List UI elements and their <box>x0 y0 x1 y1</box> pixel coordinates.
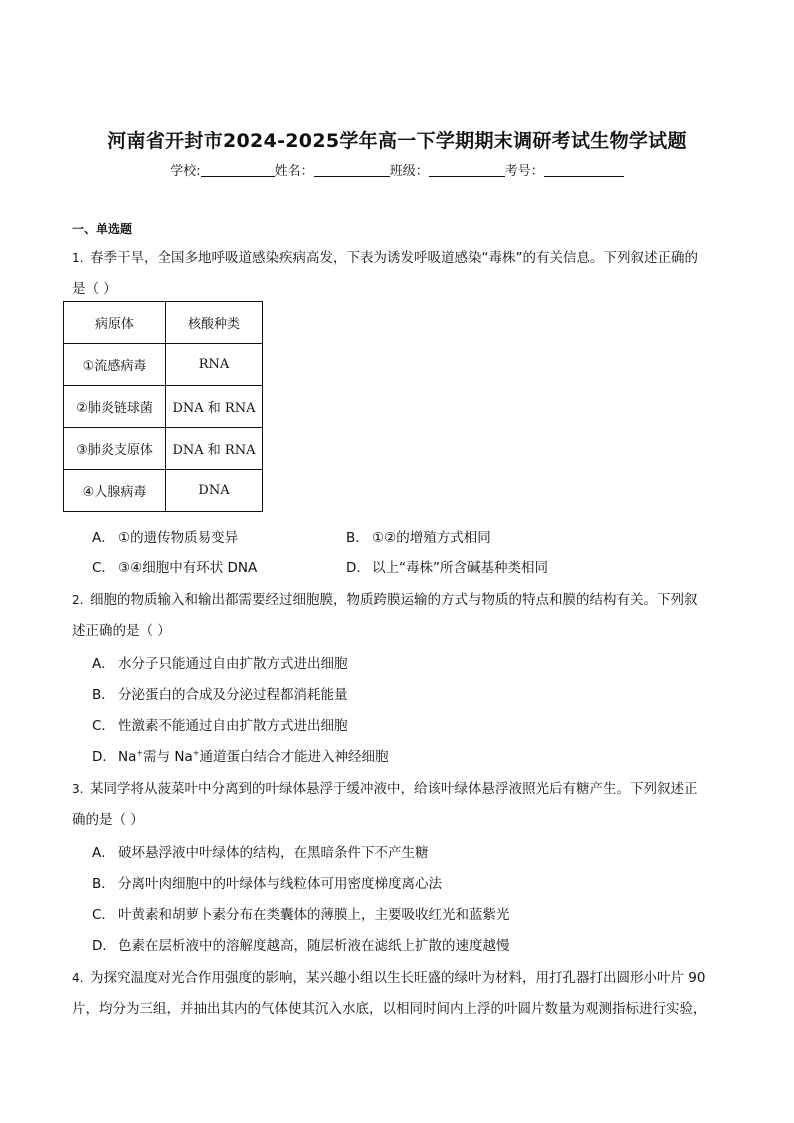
q1-option-b: B． ①②的增殖方式相同 <box>346 530 491 546</box>
student-info-line <box>0 160 794 179</box>
q1-option-d: D． 以上“毒株”所含碱基种类相同 <box>346 560 548 576</box>
table-row <box>64 470 263 512</box>
q3-option-d: D． 色素在层析液中的溶解度越高，随层析液在滤纸上扩散的速度越慢 <box>92 938 510 954</box>
table-cell: RNA <box>166 344 263 386</box>
table-cell: ④人腺病毒 <box>64 470 166 512</box>
school-label: 学校: <box>170 164 201 179</box>
q3-stem-2: 确的是（ ） <box>72 812 144 828</box>
q1-line1 <box>72 246 698 266</box>
section-title: 一、单选题 <box>72 222 133 236</box>
q1-number: 1. <box>72 251 84 265</box>
table-header-row <box>64 302 263 344</box>
class-blank <box>429 163 505 177</box>
q1-option-c: C． ③④细胞中有环状 DNA <box>92 560 258 576</box>
q2-option-c: C． 性激素不能通过自由扩散方式进出细胞 <box>92 718 348 734</box>
q1-stem-2: 是（ ） <box>72 281 117 297</box>
name-blank <box>314 163 390 177</box>
q1-stem-1: 春季干旱，全国多地呼吸道感染疾病高发，下表为诱发呼吸道感染“毒株”的有关信息。下列叙述正确的 <box>90 250 698 266</box>
id-blank <box>544 163 624 177</box>
q2-stem-2: 述正确的是（ ） <box>72 623 171 639</box>
q3-option-c: C． 叶黄素和胡萝卜素分布在类囊体的薄膜上，主要吸收红光和蓝紫光 <box>92 907 510 923</box>
q2-line1 <box>72 588 698 608</box>
q4-line1 <box>72 966 705 986</box>
table-header-cell: 核酸种类 <box>166 302 263 344</box>
q2-stem-1: 细胞的物质输入和输出都需要经过细胞膜，物质跨膜运输的方式与物质的特点和膜的结构有关。下列叙 <box>90 592 698 608</box>
pathogen-table <box>63 301 263 512</box>
table-cell: ③肺炎支原体 <box>64 428 166 470</box>
page-title: 河南省开封市2024-2025学年高一下学期期末调研考试生物学试题 <box>107 130 687 152</box>
table-row <box>64 386 263 428</box>
table-cell: DNA 和 RNA <box>166 386 263 428</box>
class-label: 班级： <box>389 164 429 179</box>
school-blank <box>201 163 275 177</box>
q2-number: 2. <box>72 593 84 607</box>
q3-option-a: A． 破坏悬浮液中叶绿体的结构，在黑暗条件下不产生糖 <box>92 845 429 861</box>
name-label: 姓名： <box>274 164 314 179</box>
q4-number: 4. <box>72 971 84 985</box>
table-row <box>64 428 263 470</box>
q3-number: 3. <box>72 782 84 796</box>
id-label: 考号： <box>504 164 544 179</box>
q2-option-b: B． 分泌蛋白的合成及分泌过程都消耗能量 <box>92 687 348 703</box>
table-row <box>64 344 263 386</box>
table-cell: ①流感病毒 <box>64 344 166 386</box>
q3-line1 <box>72 777 698 797</box>
q2-option-d: D． Na+需与 Na+通道蛋白结合才能进入神经细胞 <box>92 748 389 765</box>
q3-stem-1: 某同学将从菠菜叶中分离到的叶绿体悬浮于缓冲液中，给该叶绿体悬浮液照光后有糖产生。下列叙述正 <box>90 781 698 797</box>
q4-stem-1: 为探究温度对光合作用强度的影响，某兴趣小组以生长旺盛的绿叶为材料，用打孔器打出圆形小叶片 90 <box>90 970 706 986</box>
q2-option-a: A． 水分子只能通过自由扩散方式进出细胞 <box>92 656 348 672</box>
q1-option-a: A． ①的遗传物质易变异 <box>92 530 239 546</box>
table-header-cell: 病原体 <box>64 302 166 344</box>
table-cell: ②肺炎链球菌 <box>64 386 166 428</box>
table-cell: DNA <box>166 470 263 512</box>
q4-stem-2: 片，均分为三组，并抽出其内的气体使其沉入水底，以相同时间内上浮的叶圆片数量为观测指标进行实验， <box>72 1001 707 1017</box>
table-cell: DNA 和 RNA <box>166 428 263 470</box>
q3-option-b: B． 分离叶肉细胞中的叶绿体与线粒体可用密度梯度离心法 <box>92 876 442 892</box>
